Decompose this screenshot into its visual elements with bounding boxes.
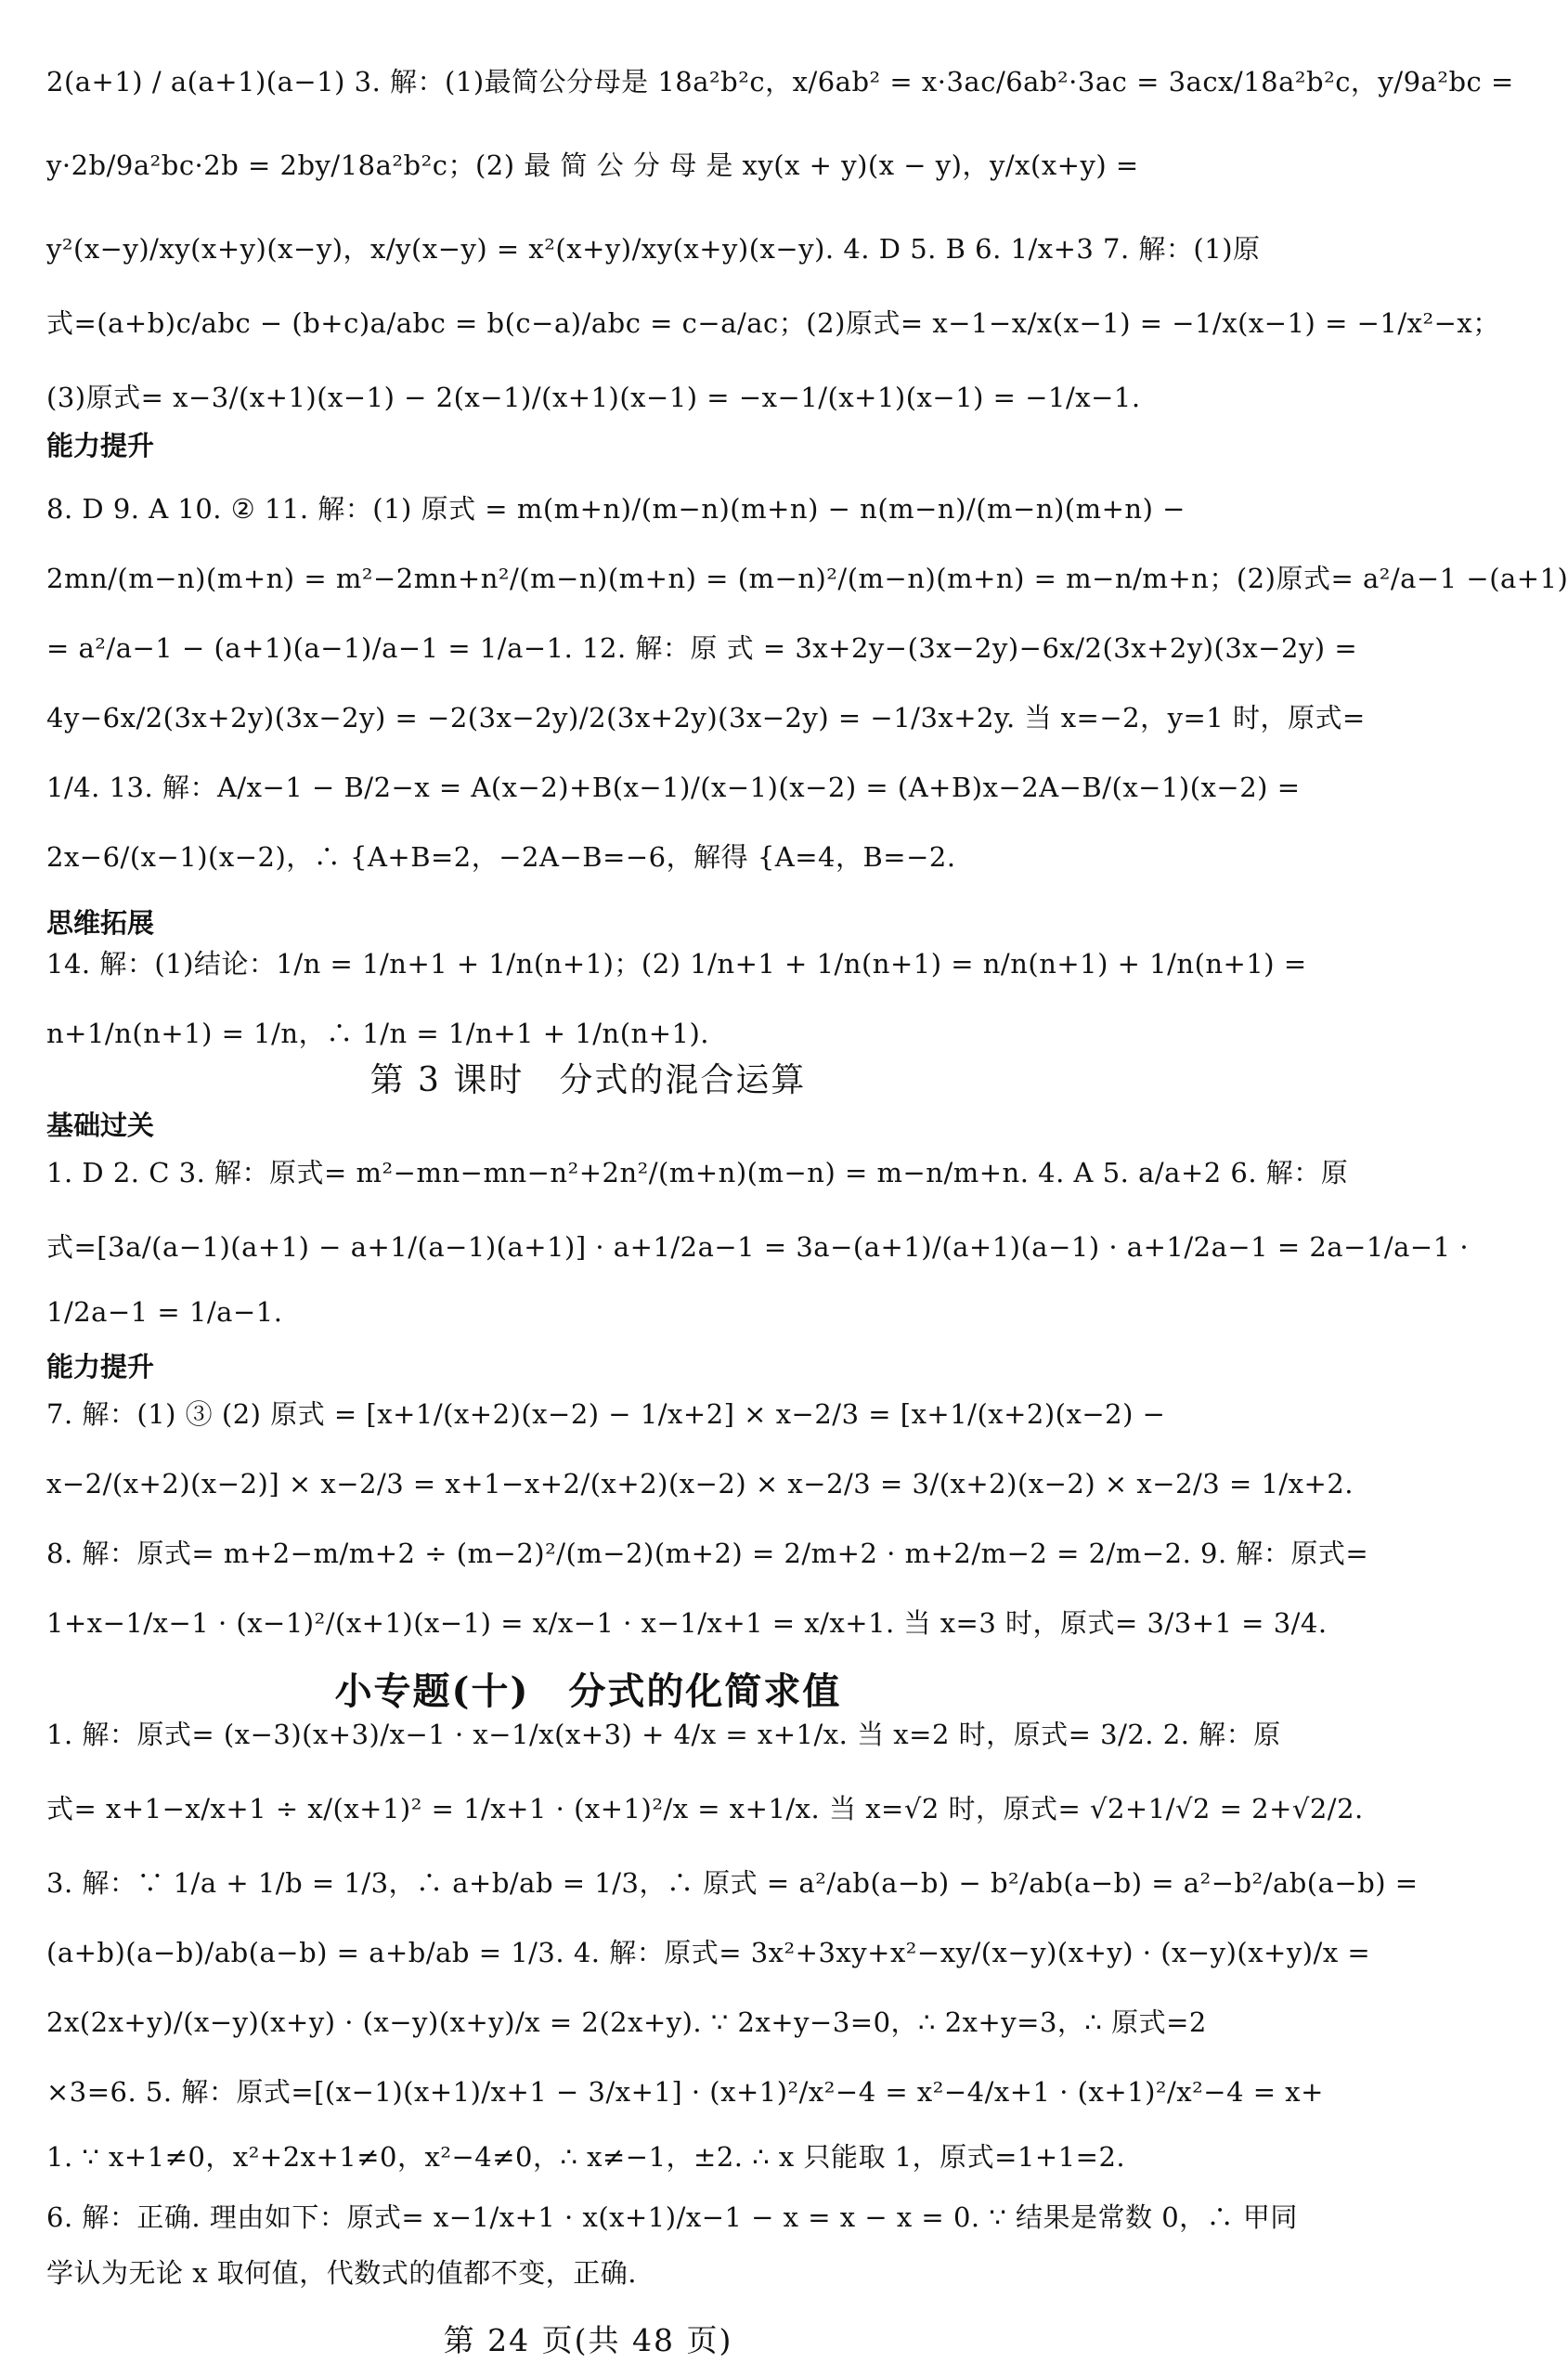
section-heading: 基础过关	[46, 1110, 155, 1141]
text-line: 1. ∵ x+1≠0，x²+2x+1≠0，x²−4≠0，∴ x≠−1，±2. ∴ x 只能取 1，原式=1+1=2.	[46, 2141, 1126, 2173]
text-line: x−2/(x+2)(x−2)] × x−2/3 = x+1−x+2/(x+2)(x−2) × x−2/3 = 3/(x+2)(x−2) × x−2/3 = 1/x+2.	[46, 1468, 1354, 1500]
text-line: 8. D 9. A 10. ② 11. 解：(1) 原式 = m(m+n)/(m−n)(m+n) − n(m−n)/(m−n)(m+n) −	[46, 493, 1186, 525]
text-line: 1/2a−1 = 1/a−1.	[46, 1296, 283, 1328]
text-line: 2x(2x+y)/(x−y)(x+y) · (x−y)(x+y)/x = 2(2x+y). ∵ 2x+y−3=0，∴ 2x+y=3，∴ 原式=2	[46, 2006, 1207, 2038]
section-heading: 能力提升	[46, 1351, 155, 1383]
text-line: 学认为无论 x 取何值，代数式的值都不变，正确.	[46, 2257, 638, 2289]
section-heading: 思维拓展	[46, 907, 155, 939]
text-line: 式=[3a/(a−1)(a+1) − a+1/(a−1)(a+1)] · a+1/2a−1 = 3a−(a+1)/(a+1)(a−1) · a+1/2a−1 = 2a−1/a−1 ·	[46, 1231, 1470, 1263]
text-line: 7. 解：(1) ③ (2) 原式 = [x+1/(x+2)(x−2) − 1/x+2] × x−2/3 = [x+1/(x+2)(x−2) −	[46, 1398, 1166, 1430]
text-line: 1+x−1/x−1 · (x−1)²/(x+1)(x−1) = x/x−1 · x−1/x+1 = x/x+1. 当 x=3 时，原式= 3/3+1 = 3/4.	[46, 1607, 1328, 1639]
page-footer: 第 24 页(共 48 页)	[443, 2322, 733, 2358]
lesson-title: 第 3 课时 分式的混合运算	[369, 1061, 807, 1099]
text-line: 2(a+1) / a(a+1)(a−1) 3. 解：(1)最简公分母是 18a²b²c，x/6ab² = x·3ac/6ab²·3ac = 3acx/18a²b²c，y/9a²bc =	[46, 66, 1514, 97]
section-heading: 能力提升	[46, 430, 155, 461]
text-line: = a²/a−1 − (a+1)(a−1)/a−1 = 1/a−1. 12. 解：原 式 = 3x+2y−(3x−2y)−6x/2(3x+2y)(3x−2y) =	[46, 632, 1358, 664]
text-line: 1/4. 13. 解：A/x−1 − B/2−x = A(x−2)+B(x−1)/(x−1)(x−2) = (A+B)x−2A−B/(x−1)(x−2) =	[46, 772, 1301, 803]
text-line: 4y−6x/2(3x+2y)(3x−2y) = −2(3x−2y)/2(3x+2y)(3x−2y) = −1/3x+2y. 当 x=−2，y=1 时，原式=	[46, 702, 1366, 734]
text-line: ×3=6. 5. 解：原式=[(x−1)(x+1)/x+1 − 3/x+1] · (x+1)²/x²−4 = x²−4/x+1 · (x+1)²/x²−4 = x+	[46, 2076, 1324, 2108]
text-line: 式=(a+b)c/abc − (b+c)a/abc = b(c−a)/abc = c−a/ac；(2)原式= x−1−x/x(x−1) = −1/x(x−1) = −1/x²−x；	[46, 307, 1500, 339]
text-line: n+1/n(n+1) = 1/n，∴ 1/n = 1/n+1 + 1/n(n+1).	[46, 1018, 709, 1049]
text-line: y·2b/9a²bc·2b = 2by/18a²b²c；(2) 最 简 公 分 母 是 xy(x + y)(x − y)，y/x(x+y) =	[46, 149, 1139, 181]
text-line: 8. 解：原式= m+2−m/m+2 ÷ (m−2)²/(m−2)(m+2) = 2/m+2 · m+2/m−2 = 2/m−2. 9. 解：原式=	[46, 1538, 1369, 1569]
text-line: 6. 解：正确. 理由如下：原式= x−1/x+1 · x(x+1)/x−1 − x = x − x = 0. ∵ 结果是常数 0，∴ 甲同	[46, 2201, 1298, 2233]
text-line: (3)原式= x−3/(x+1)(x−1) − 2(x−1)/(x+1)(x−1) = −x−1/(x+1)(x−1) = −1/x−1.	[46, 382, 1141, 413]
text-line: 1. D 2. C 3. 解：原式= m²−mn−mn−n²+2n²/(m+n)(m−n) = m−n/m+n. 4. A 5. a/a+2 6. 解：原	[46, 1157, 1349, 1188]
text-line: (a+b)(a−b)/ab(a−b) = a+b/ab = 1/3. 4. 解：原式= 3x²+3xy+x²−xy/(x−y)(x+y) · (x−y)(x+y)/x =	[46, 1937, 1371, 1968]
text-line: 14. 解：(1)结论：1/n = 1/n+1 + 1/n(n+1)；(2) 1/n+1 + 1/n(n+1) = n/n(n+1) + 1/n(n+1) =	[46, 948, 1307, 980]
text-line: 2mn/(m−n)(m+n) = m²−2mn+n²/(m−n)(m+n) = (m−n)²/(m−n)(m+n) = m−n/m+n；(2)原式= a²/a−1 −(a+1)	[46, 563, 1568, 594]
text-line: 式= x+1−x/x+1 ÷ x/(x+1)² = 1/x+1 · (x+1)²/x = x+1/x. 当 x=√2 时，原式= √2+1/√2 = 2+√2/2.	[46, 1793, 1364, 1824]
lesson-title: 小专题(十) 分式的化简求值	[334, 1669, 842, 1713]
text-line: y²(x−y)/xy(x+y)(x−y)，x/y(x−y) = x²(x+y)/xy(x+y)(x−y). 4. D 5. B 6. 1/x+3 7. 解：(1)原	[46, 233, 1261, 265]
text-line: 3. 解：∵ 1/a + 1/b = 1/3，∴ a+b/ab = 1/3，∴ 原式 = a²/ab(a−b) − b²/ab(a−b) = a²−b²/ab(a−b) =	[46, 1867, 1419, 1899]
text-line: 2x−6/(x−1)(x−2)，∴ {A+B=2，−2A−B=−6，解得 {A=4，B=−2.	[46, 841, 956, 873]
text-line: 1. 解：原式= (x−3)(x+3)/x−1 · x−1/x(x+3) + 4/x = x+1/x. 当 x=2 时，原式= 3/2. 2. 解：原	[46, 1719, 1281, 1750]
